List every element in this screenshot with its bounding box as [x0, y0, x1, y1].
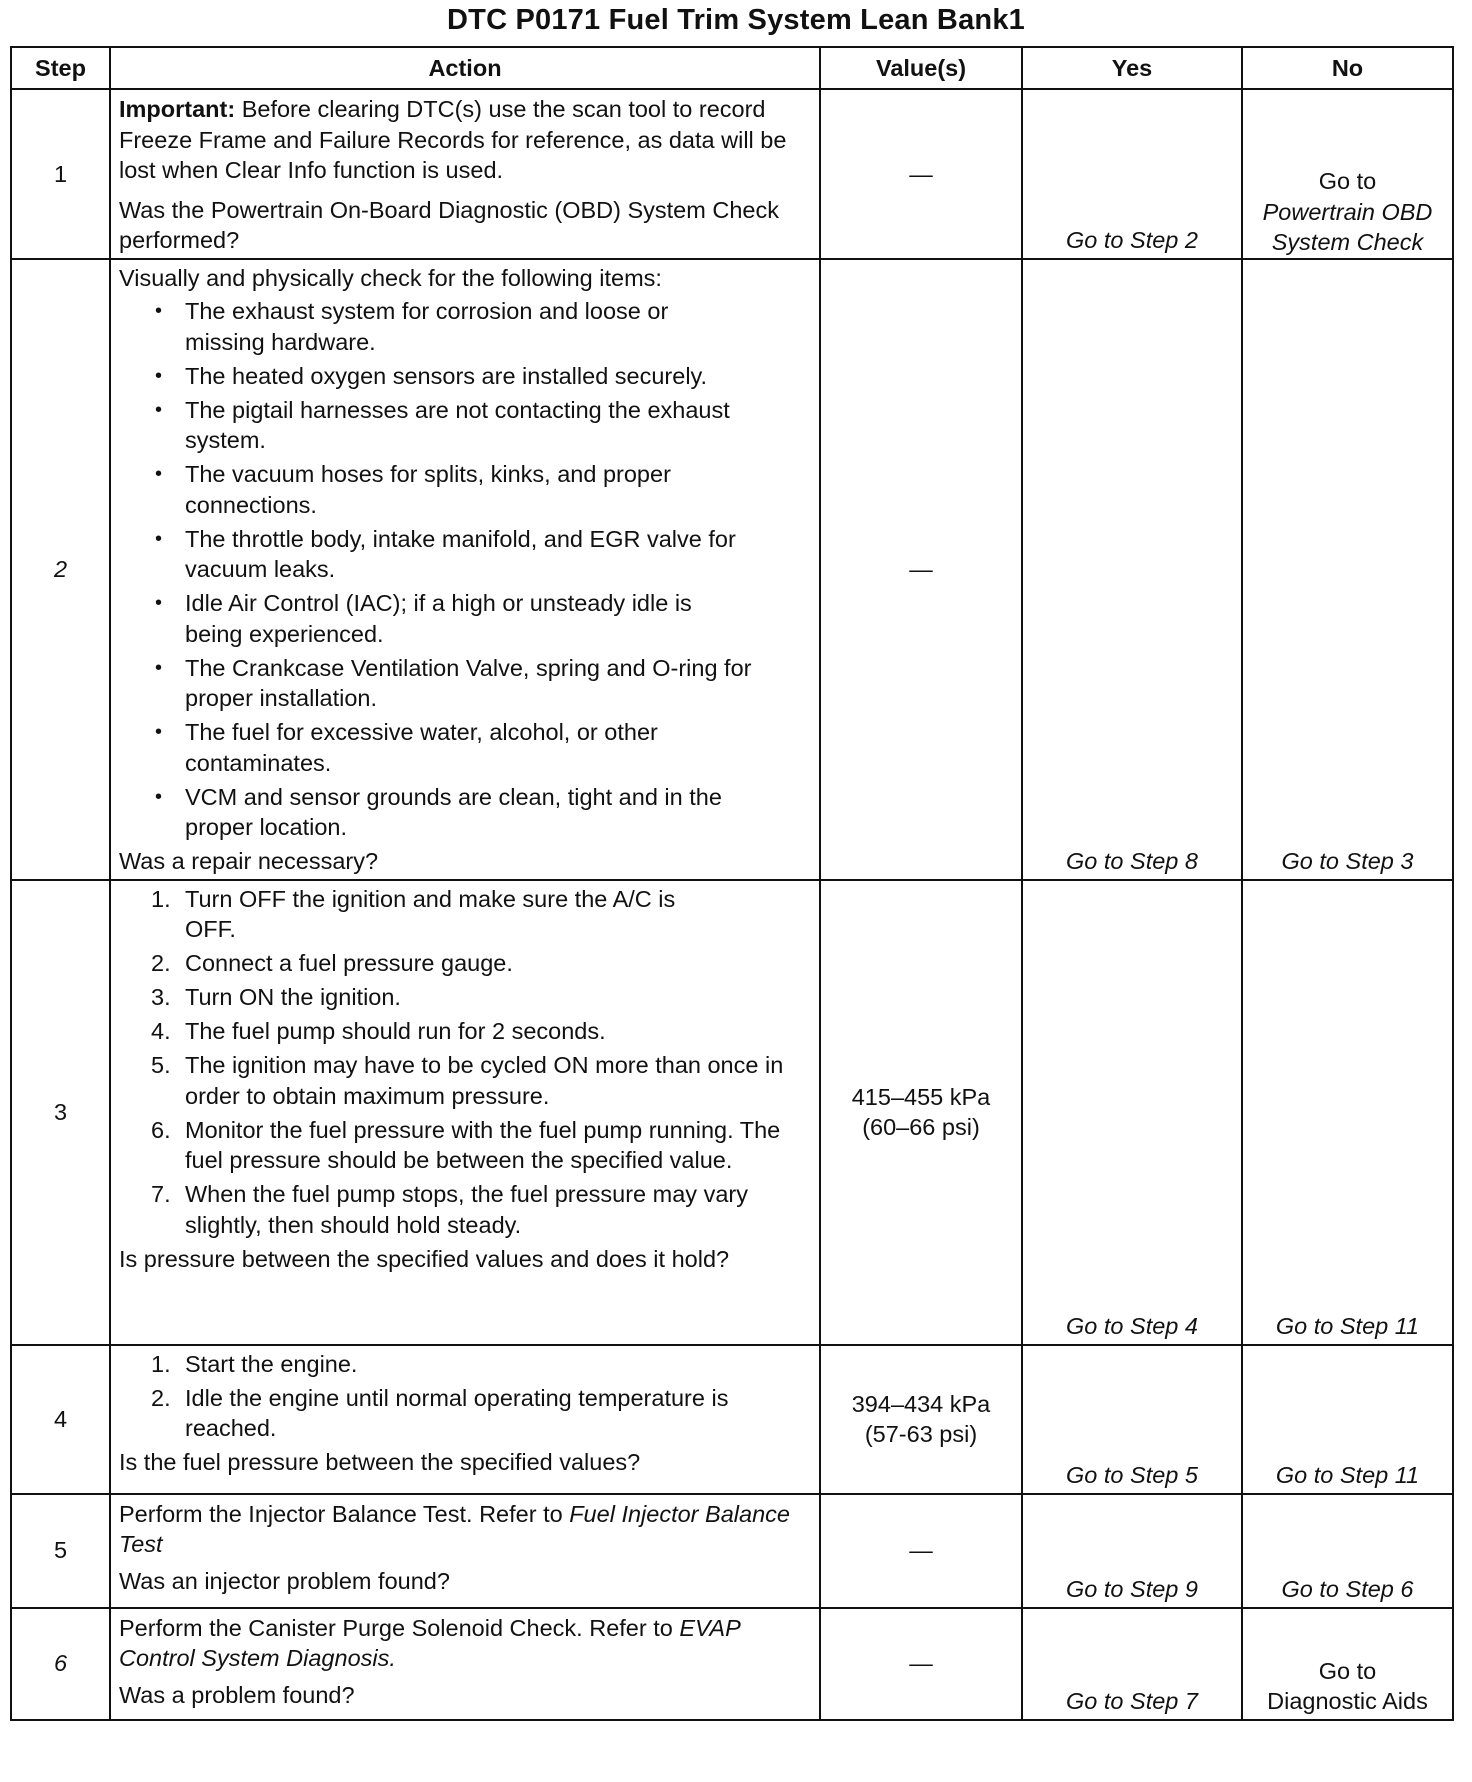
action-question: Was a problem found?	[119, 1681, 355, 1708]
list-item	[119, 884, 813, 945]
action-intro: Visually and physically check for the following items:	[119, 264, 662, 291]
value-text: —	[909, 555, 933, 582]
yes-link[interactable]: Go to Step 8	[1066, 848, 1198, 874]
list-number: 5.	[151, 1052, 171, 1078]
table-row-step-6	[11, 1608, 1453, 1720]
value-text: —	[909, 160, 933, 187]
value-cell	[820, 1345, 1022, 1494]
action-cell	[110, 1345, 820, 1494]
action-cell	[110, 880, 820, 1345]
important-note	[119, 94, 813, 186]
yes-cell	[1022, 1608, 1242, 1720]
important-label: Important:	[119, 96, 236, 122]
yes-cell	[1022, 1345, 1242, 1494]
list-item: • The pigtail harnesses are not contacting the exhaust system.	[119, 395, 813, 456]
reference-link[interactable]: EVAP Control System Diagnosis.	[119, 1614, 740, 1671]
action-question: Was a repair necessary?	[119, 848, 379, 874]
value-cell	[820, 880, 1022, 1345]
yes-cell	[1022, 89, 1242, 259]
action-cell	[110, 259, 820, 880]
header-yes: Yes	[1022, 47, 1242, 89]
list-item: • VCM and sensor grounds are clean, tight and in the proper location.	[119, 782, 813, 843]
list-text: Idle the engine until normal operating temperature is reached.	[185, 1384, 729, 1441]
yes-cell	[1022, 1494, 1242, 1608]
value-line-2: (60–66 psi)	[862, 1114, 980, 1140]
value-cell	[820, 259, 1022, 880]
list-number: 4.	[151, 1018, 171, 1044]
list-item	[119, 1016, 813, 1047]
step-number: 6	[11, 1608, 110, 1720]
list-text: Turn ON the ignition.	[185, 984, 401, 1010]
table-row-step-2	[11, 259, 1453, 880]
yes-link[interactable]: Go to Step 7	[1066, 1688, 1198, 1714]
value-cell	[820, 89, 1022, 259]
list-item	[119, 1383, 813, 1444]
step-number: 4	[11, 1345, 110, 1494]
no-link[interactable]: Go to Step 6	[1281, 1576, 1414, 1602]
action-question: Was the Powertrain On-Board Diagnostic (OBD) System Check performed?	[119, 196, 779, 253]
table-row-step-3	[11, 880, 1453, 1345]
action-cell	[110, 1494, 820, 1608]
no-link[interactable]: Go to Step 11	[1275, 1462, 1420, 1488]
action-question: Is the fuel pressure between the specified values?	[119, 1449, 641, 1475]
no-link[interactable]: Go to Step 11	[1275, 1313, 1420, 1339]
list-item: • The Crankcase Ventilation Valve, spring and O-ring for proper installation.	[119, 653, 813, 714]
value-cell	[820, 1608, 1022, 1720]
header-values: Value(s)	[820, 47, 1022, 89]
yes-link[interactable]: Go to Step 4	[1066, 1313, 1198, 1339]
value-text: —	[909, 1537, 933, 1564]
list-text: The fuel pump should run for 2 seconds.	[185, 1018, 606, 1044]
table-row-step-1	[11, 89, 1453, 259]
list-item	[119, 982, 813, 1013]
important-text: Before clearing DTC(s) use the scan tool to record Freeze Frame and Failure Records for reference, as data will be lost when Clear Info function is used.	[119, 96, 787, 183]
procedure-list	[119, 1349, 813, 1444]
action-cell	[110, 1608, 820, 1720]
list-number: 1.	[151, 885, 171, 912]
value-line-1: 394–434 kPa	[851, 1390, 991, 1417]
step-number: 1	[11, 89, 110, 259]
list-number: 2.	[151, 950, 171, 976]
list-text: Monitor the fuel pressure with the fuel pump running. The fuel pressure should be between the specified value.	[185, 1116, 781, 1173]
action-text	[119, 1499, 813, 1560]
list-number: 3.	[151, 984, 171, 1010]
list-number: 2.	[151, 1384, 171, 1411]
no-cell	[1242, 1345, 1453, 1494]
list-item: • Idle Air Control (IAC); if a high or unsteady idle is being experienced.	[119, 588, 813, 649]
no-cell	[1242, 89, 1453, 259]
no-cell	[1242, 259, 1453, 880]
no-link[interactable]: Go to Step 3	[1281, 848, 1414, 874]
table-row-step-5	[11, 1494, 1453, 1608]
action-instruction: Perform the Canister Purge Solenoid Check. Refer to	[119, 1614, 680, 1641]
action-cell	[110, 89, 820, 259]
no-cell	[1242, 1494, 1453, 1608]
list-number: 7.	[151, 1181, 171, 1207]
list-number: 1.	[151, 1350, 171, 1377]
procedure-list	[119, 884, 813, 1241]
list-item	[119, 1179, 813, 1240]
list-item: • The vacuum hoses for splits, kinks, and proper connections.	[119, 459, 813, 520]
no-link[interactable]: Diagnostic Aids	[1267, 1688, 1428, 1714]
action-question: Was an injector problem found?	[119, 1567, 450, 1594]
header-action: Action	[110, 47, 820, 89]
diagnostic-table	[10, 46, 1454, 1721]
list-item	[119, 1115, 813, 1176]
action-question: Is pressure between the specified values and does it hold?	[119, 1245, 730, 1272]
header-step: Step	[11, 47, 110, 89]
yes-link[interactable]: Go to Step 5	[1066, 1462, 1198, 1488]
no-link[interactable]: Powertrain OBD System Check	[1262, 198, 1433, 255]
list-text: Start the engine.	[185, 1350, 358, 1377]
value-text: —	[909, 1650, 933, 1677]
list-text: Connect a fuel pressure gauge.	[185, 950, 513, 976]
step-number: 2	[11, 259, 110, 880]
list-text: The ignition may have to be cycled ON more than once in order to obtain maximum pressure.	[185, 1052, 784, 1109]
action-text	[119, 1613, 813, 1674]
action-instruction: Perform the Injector Balance Test. Refer to	[119, 1500, 570, 1527]
list-item: • The throttle body, intake manifold, and EGR valve for vacuum leaks.	[119, 524, 813, 585]
reference-link[interactable]: Fuel Injector Balance Test	[119, 1500, 790, 1557]
value-line-2: (57-63 psi)	[864, 1421, 978, 1447]
list-number: 6.	[151, 1116, 171, 1143]
no-prefix: Go to	[1318, 168, 1377, 194]
table-row-step-4	[11, 1345, 1453, 1494]
list-item: • The fuel for excessive water, alcohol, or other contaminates.	[119, 717, 813, 778]
list-item	[119, 948, 813, 979]
list-item: • The heated oxygen sensors are installed securely.	[119, 361, 813, 392]
list-item	[119, 1050, 813, 1111]
list-item	[119, 1349, 813, 1380]
value-cell	[820, 1494, 1022, 1608]
yes-link[interactable]: Go to Step 2	[1066, 227, 1198, 253]
no-prefix: Go to	[1318, 1657, 1377, 1684]
yes-link[interactable]: Go to Step 9	[1066, 1576, 1198, 1602]
value-line-1: 415–455 kPa	[851, 1083, 991, 1110]
page-title: DTC P0171 Fuel Trim System Lean Bank1	[447, 4, 1025, 36]
yes-cell	[1022, 259, 1242, 880]
header-no: No	[1242, 47, 1453, 89]
no-cell	[1242, 1608, 1453, 1720]
step-number: 3	[11, 880, 110, 1345]
check-list	[119, 296, 813, 843]
yes-cell	[1022, 880, 1242, 1345]
list-text: When the fuel pump stops, the fuel pressure may vary slightly, then should hold steady.	[185, 1181, 748, 1238]
list-item: • The exhaust system for corrosion and loose or missing hardware.	[119, 296, 813, 357]
list-text: Turn OFF the ignition and make sure the A/C is OFF.	[185, 885, 676, 942]
header-row	[11, 47, 1453, 89]
no-cell	[1242, 880, 1453, 1345]
step-number: 5	[11, 1494, 110, 1608]
